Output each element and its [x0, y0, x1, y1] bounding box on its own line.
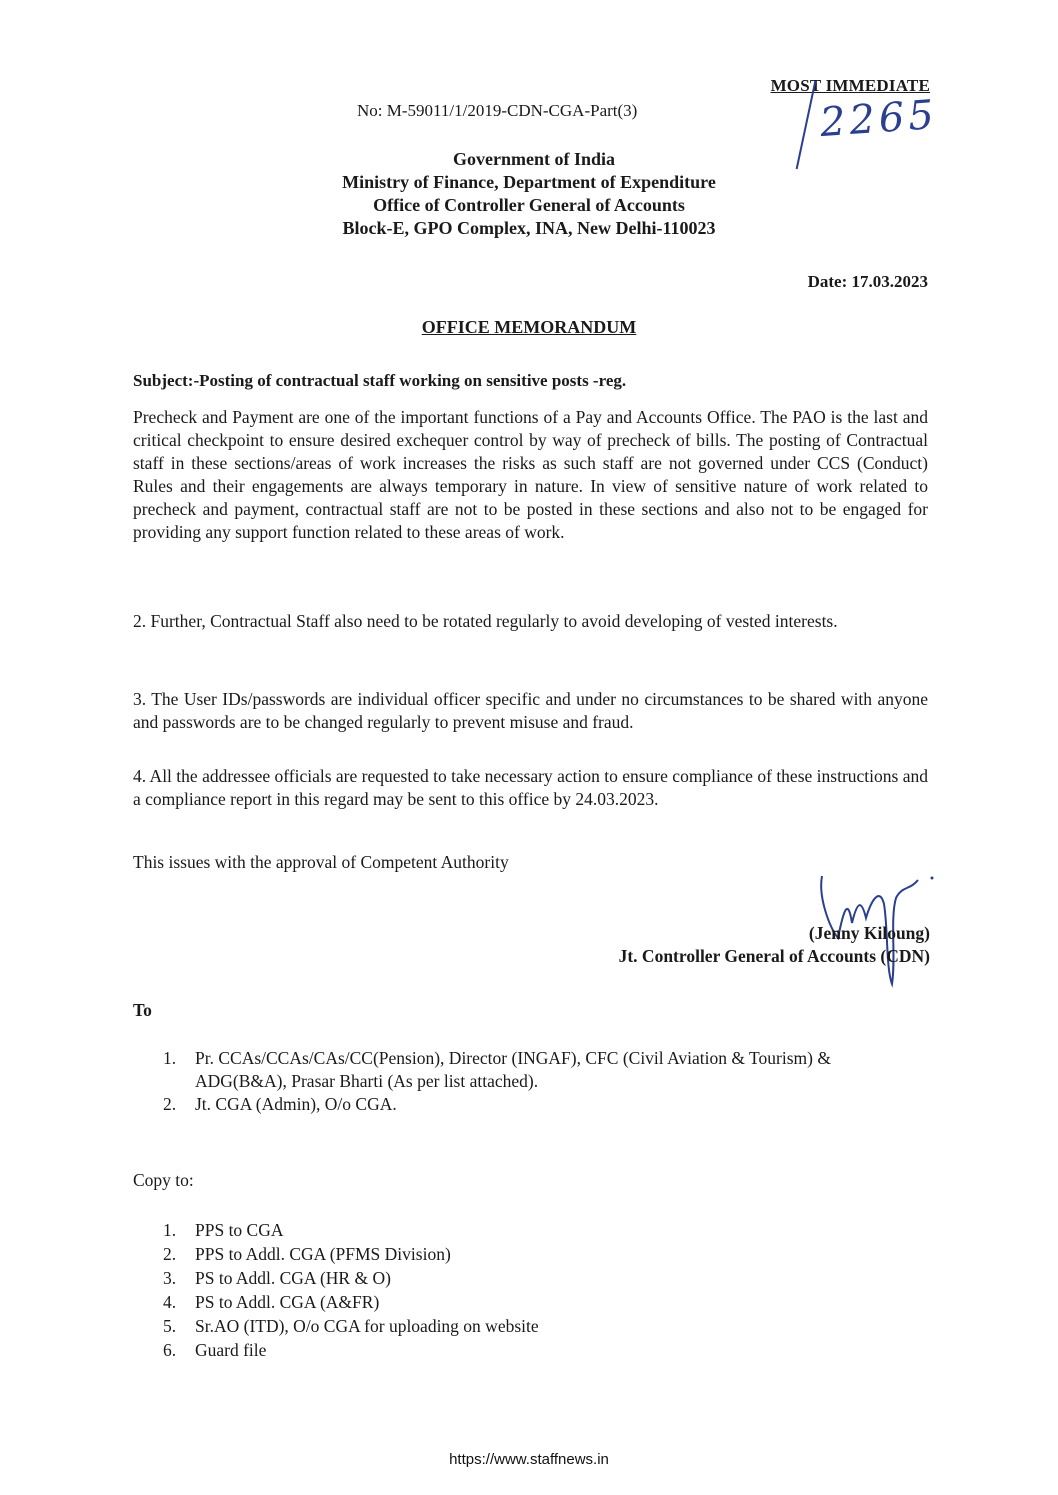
list-number: 3.: [163, 1268, 177, 1288]
list-number: 1.: [163, 1048, 177, 1068]
copy-list-item: [163, 1338, 683, 1362]
paragraph-3: 3. The User IDs/passwords are individual officer specific and under no circumstances to be shared with anyone and passwords are to be changed regularly to prevent misuse and fraud.: [133, 689, 928, 732]
copy-list-item: [163, 1290, 683, 1314]
list-text: Jt. CGA (Admin), O/o CGA.: [195, 1094, 397, 1114]
list-text: Guard file: [195, 1340, 267, 1360]
paragraph-4: 4. All the addressee officials are requested to take necessary action to ensure compliance of these instructions and a compliance report in this regard may be sent to this office by 24.03.2023.: [133, 766, 928, 809]
copy-list-item: [163, 1266, 683, 1290]
letterhead-line-2: Ministry of Finance, Department of Expenditure: [342, 172, 716, 192]
to-list: [163, 1047, 883, 1116]
copy-list-item: [163, 1314, 683, 1338]
list-number: 5.: [163, 1316, 177, 1336]
signatory-name: (Jenny Kiloung): [808, 923, 930, 943]
priority-label: MOST IMMEDIATE: [770, 76, 930, 95]
letterhead-line-3: Office of Controller General of Accounts: [373, 195, 685, 215]
list-number: 2.: [163, 1244, 177, 1264]
list-text: PPS to Addl. CGA (PFMS Division): [195, 1244, 451, 1264]
list-number: 4.: [163, 1292, 177, 1312]
file-number: No: M-59011/1/2019-CDN-CGA-Part(3): [357, 101, 638, 120]
approval-line: This issues with the approval of Competent Authority: [133, 852, 509, 872]
copy-list-item: [163, 1242, 683, 1266]
copy-to-label: Copy to:: [133, 1170, 194, 1190]
to-list-item: [163, 1047, 883, 1093]
letterhead-line-1: Government of India: [453, 149, 615, 169]
memo-title: OFFICE MEMORANDUM: [421, 317, 637, 337]
memo-subject: Subject:-Posting of contractual staff working on sensitive posts -reg.: [133, 371, 627, 390]
copy-list-item: [163, 1218, 683, 1242]
paragraph-1: Precheck and Payment are one of the important functions of a Pay and Accounts Office. The PAO is the last and critical checkpoint to ensure desired exchequer control by way of precheck of bills. The posting of Contractual staff in these sections/areas of work increases the risks as such staff are not governed under CCS (Conduct) Rules and their engagements are always temporary in nature. In view of sensitive nature of work related to precheck and payment, contractual staff are not to be posted in these sections and also not to be engaged for providing any support function related to these areas of work.: [133, 407, 928, 542]
list-number: 1.: [163, 1220, 177, 1240]
list-text: PPS to CGA: [195, 1220, 284, 1240]
signatory-designation: Jt. Controller General of Accounts (CDN): [618, 946, 930, 966]
paragraph-2: 2. Further, Contractual Staff also need to be rotated regularly to avoid developing of vested interests.: [133, 611, 838, 631]
footer-url-link[interactable]: https://www.staffnews.in: [449, 1451, 609, 1468]
memo-date: Date: 17.03.2023: [807, 272, 928, 291]
letterhead-line-4: Block-E, GPO Complex, INA, New Delhi-110023: [342, 218, 716, 238]
list-number: 6.: [163, 1340, 177, 1360]
handwritten-number: 2265: [818, 91, 940, 147]
copy-to-list: [163, 1218, 683, 1362]
list-number: 2.: [163, 1094, 177, 1114]
list-text: PS to Addl. CGA (A&FR): [195, 1292, 380, 1312]
list-text: Pr. CCAs/CCAs/CAs/CC(Pension), Director (INGAF), CFC (Civil Aviation & Tourism) & ADG(B&A), Prasar Bharti (As per list attached).: [195, 1048, 831, 1091]
list-text: PS to Addl. CGA (HR & O): [195, 1268, 391, 1288]
letterhead: [0, 148, 1058, 240]
to-list-item: [163, 1093, 883, 1116]
list-text: Sr.AO (ITD), O/o CGA for uploading on website: [195, 1316, 539, 1336]
to-label: To: [133, 1000, 152, 1020]
